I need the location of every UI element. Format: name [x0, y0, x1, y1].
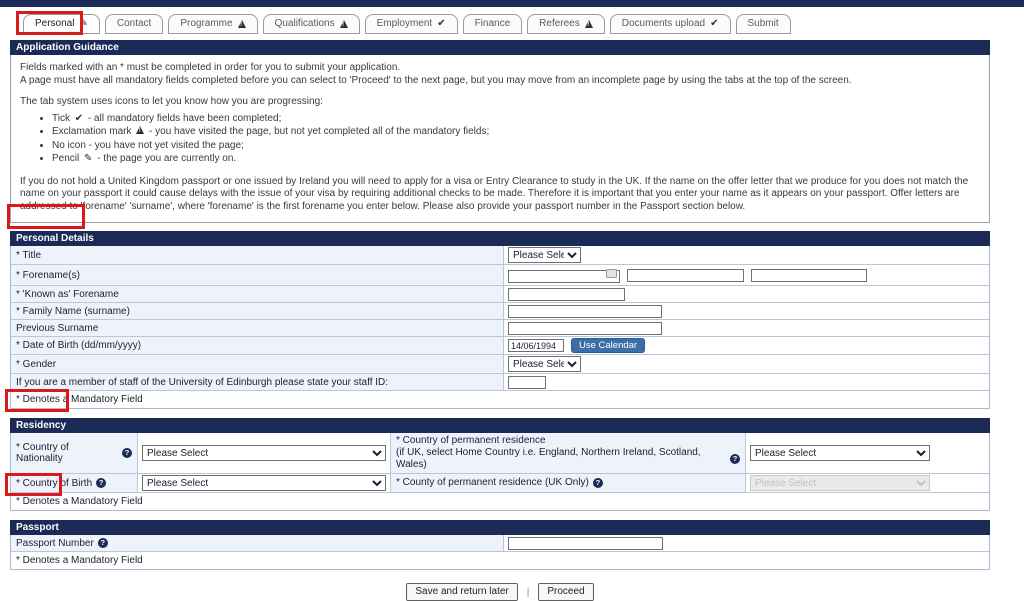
top-bar [0, 0, 1024, 7]
bullet-text: - you have not yet visited the page; [88, 139, 244, 151]
row-birth-county [11, 474, 989, 493]
row-passport-number [11, 535, 989, 552]
help-icon[interactable] [122, 448, 132, 458]
bullet-text: Exclamation mark [52, 126, 132, 137]
pencil-icon: ✎ [79, 18, 88, 29]
forenames-label: * Forename(s) [11, 265, 504, 285]
mandatory-note: * Denotes a Mandatory Field [11, 493, 148, 510]
bullet-text: Tick [52, 112, 70, 124]
nationality-label-cell [11, 433, 138, 473]
guidance-line-3: The tab system uses icons to let you know how you are progressing: [20, 96, 323, 107]
tab-label: Finance [474, 18, 511, 29]
help-icon[interactable] [730, 454, 740, 464]
row-mandatory-note [11, 552, 989, 569]
bullet-text: No icon [52, 139, 86, 151]
guidance-bullet [52, 153, 980, 166]
row-family-name [11, 303, 989, 320]
family-name-label: * Family Name (surname) [11, 303, 504, 319]
guidance-bullet [52, 126, 980, 139]
county-label-cell [391, 474, 746, 492]
passport-table [10, 535, 990, 570]
passport-section [10, 520, 990, 570]
row-mandatory-note [11, 493, 989, 510]
tab-qualifications[interactable] [263, 14, 360, 34]
warning-icon [238, 20, 246, 28]
row-previous-surname [11, 320, 989, 337]
staff-id-input[interactable] [508, 376, 546, 389]
nationality-label: * Country of Nationality [16, 442, 69, 464]
tab-label: Submit [747, 18, 779, 29]
bullet-text: - all mandatory fields have been completed; [87, 112, 282, 124]
tab-label: Qualifications [274, 18, 335, 29]
perm-residence-select[interactable] [750, 445, 930, 461]
visa-guidance-paragraph: If you do not hold a United Kingdom passport or one issued by Ireland you will need to apply for a visa or Entry Clearance to study in the UK. If the name on the offer letter that we produce for you does not match the name on your passport it could cause delays with the issue of your visa by requiring additional checks to be made. Therefore it is important that you enter your name as it appears on your passport. Offer letters are addressed to 'forename' 'surname', where 'forename' is the first forename you enter below. Please also provide your passport number in the Passport section below. [20, 175, 969, 212]
help-icon[interactable] [593, 478, 603, 488]
passport-number-label: Passport Number [16, 537, 94, 549]
staff-id-label: If you are a member of staff of the University of Edinburgh please state your staff ID: [11, 374, 504, 390]
row-nationality-residence [11, 433, 989, 474]
tab-personal[interactable] [23, 14, 100, 34]
check-icon: ✔ [710, 18, 719, 29]
guidance-box [10, 55, 990, 223]
warning-icon [585, 20, 593, 28]
use-calendar-button[interactable]: Use Calendar [571, 338, 645, 353]
proceed-button[interactable]: Proceed [538, 583, 593, 601]
button-separator: | [526, 586, 530, 598]
passport-number-input[interactable] [508, 537, 663, 550]
birth-country-select[interactable] [142, 475, 386, 491]
guidance-line-1: Fields marked with an * must be completed in order for you to submit your application. [20, 62, 401, 73]
guidance-header: Application Guidance [10, 40, 990, 55]
tab-label: Personal [35, 18, 75, 29]
dob-label: * Date of Birth (dd/mm/yyyy) [11, 337, 504, 354]
title-select[interactable] [508, 247, 581, 263]
row-gender [11, 355, 989, 374]
bullet-text: - you have visited the page, but not yet completed all of the mandatory fields; [149, 126, 490, 137]
previous-surname-input[interactable] [508, 322, 662, 335]
tab-employment[interactable] [365, 14, 458, 34]
row-forenames [11, 265, 989, 286]
gender-select[interactable] [508, 356, 581, 372]
save-and-return-button[interactable]: Save and return later [406, 583, 517, 601]
forename-input-1[interactable] [508, 270, 620, 283]
guidance-line-2: A page must have all mandatory fields completed before you can select to 'Proceed' to the next page, but you may move from an incomplete page by using the tabs at the top of the screen. [20, 74, 852, 86]
tab-programme[interactable] [168, 14, 257, 34]
passport-header: Passport [10, 520, 990, 535]
county-label: * County of permanent residence (UK Only) [396, 477, 589, 488]
forename-input-3[interactable] [751, 269, 867, 282]
tab-bar [23, 14, 1024, 34]
family-name-input[interactable] [508, 305, 662, 318]
known-as-label: * 'Known as' Forename [11, 286, 504, 302]
bullet-text: - the page you are currently on. [97, 153, 237, 164]
perm-residence-label-line2 [396, 447, 740, 471]
row-known-as [11, 286, 989, 303]
personal-details-section [10, 231, 990, 409]
perm-residence-label-line1: * Country of permanent residence [396, 435, 546, 446]
birth-country-label-cell [11, 474, 138, 492]
row-mandatory-note [11, 391, 989, 408]
guidance-bullet-list [20, 113, 980, 166]
warning-icon [340, 20, 348, 28]
title-label: * Title [11, 246, 504, 264]
footer-actions [10, 583, 990, 601]
perm-residence-label-text: (if UK, select Home Country i.e. England, Northern Ireland, Scotland, Wales) [396, 447, 701, 470]
row-staff-id [11, 374, 989, 391]
tab-contact[interactable] [105, 14, 163, 34]
nationality-select[interactable] [142, 445, 386, 461]
tab-submit[interactable] [736, 14, 791, 34]
mandatory-note: * Denotes a Mandatory Field [11, 391, 148, 408]
tab-label: Programme [180, 18, 233, 29]
tab-label: Referees [539, 18, 580, 29]
guidance-bullet [52, 140, 980, 153]
help-icon[interactable] [96, 478, 106, 488]
residency-section [10, 418, 990, 511]
row-date-of-birth [11, 337, 989, 355]
mandatory-note: * Denotes a Mandatory Field [11, 552, 148, 569]
previous-surname-label: Previous Surname [11, 320, 504, 336]
row-title [11, 246, 989, 265]
autofill-icon [606, 269, 617, 278]
form-content [10, 40, 990, 601]
tab-documents-upload[interactable] [610, 14, 731, 34]
tab-label: Employment [376, 18, 433, 29]
tab-finance[interactable] [463, 14, 523, 34]
passport-number-label-cell [11, 535, 504, 551]
tab-label: Contact [116, 18, 152, 29]
check-icon: ✔ [74, 112, 84, 124]
birth-country-label: * Country of Birth [16, 477, 93, 489]
personal-details-header: Personal Details [10, 231, 990, 246]
dob-input[interactable] [508, 339, 564, 352]
gender-label: * Gender [11, 355, 504, 373]
personal-details-table [10, 246, 990, 409]
known-as-input[interactable] [508, 288, 625, 301]
residency-header: Residency [10, 418, 990, 433]
check-icon: ✔ [437, 18, 446, 29]
county-select [750, 475, 930, 491]
perm-residence-label-cell [391, 433, 746, 473]
guidance-bullet [52, 113, 980, 126]
tab-label: Documents upload [621, 18, 706, 29]
help-icon[interactable] [98, 538, 108, 548]
residency-table [10, 433, 990, 511]
warning-icon [136, 126, 144, 134]
pencil-icon: ✎ [84, 153, 93, 164]
forename-input-2[interactable] [627, 269, 744, 282]
bullet-text: Pencil [52, 153, 80, 164]
tab-referees[interactable] [527, 14, 605, 34]
